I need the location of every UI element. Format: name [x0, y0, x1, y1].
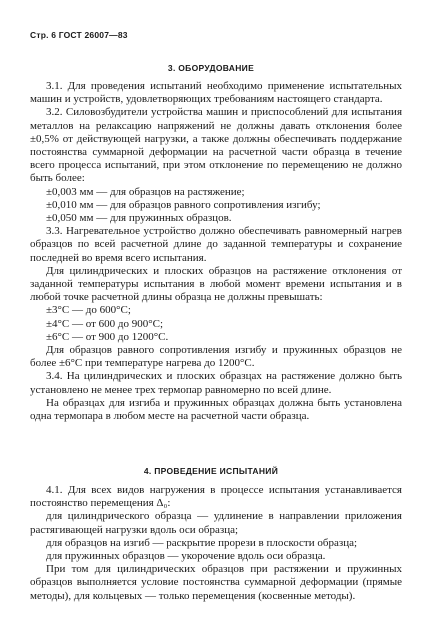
paragraph: Для цилиндрических и плоских образцов на растяжение отклонения от заданной температуры испытания в любой момент времени испытания и в любой точке расчетной длины образца не должны превышать: — [30, 264, 402, 304]
paragraph: 3.4. На цилиндрических и плоских образцах на растяжение должно быть установлено не менее трех термопар равномерно по всей длине. — [30, 370, 402, 396]
paragraph: Для образцов равного сопротивления изгибу и пружинных образцов не более ±6°С при температуре нагрева до 1200°С. — [30, 344, 402, 370]
page-header: Стр. 6 ГОСТ 26007—83 — [30, 30, 128, 40]
paragraph: На образцах для изгиба и пружинных образцах должна быть установлена одна термопара в любом месте на расчетной части образца. — [30, 396, 402, 423]
paragraph: для образцов на изгиб — раскрытие прорези в плоскости образца; — [46, 536, 358, 549]
section-3-title: 3. ОБОРУДОВАНИЕ — [167, 63, 255, 73]
list-item: ±6°С — от 900 до 1200°С. — [46, 330, 169, 343]
paragraph: для цилиндрического образца — удлинение в направлении приложения растягивающей нагрузки вдоль оси образца; — [30, 510, 402, 536]
list-item: ±0,050 мм — для пружинных образцов. — [46, 212, 232, 225]
section-4-body — [30, 484, 402, 603]
paragraph: При том для цилиндрических образцов при растяжении и пружинных образцов выполняется условие постоянства суммарной деформации (прямые методы), для кольцевых — только перемещения (косвенные методы). — [30, 563, 402, 602]
paragraph: 3.2. Силовозбудители устройства машин и приспособлений для испытания металлов на релаксацию напряжений не должны давать отклонения более ±0,5% от действующей нагрузки, а также должны обеспечивать поддержание постоянства суммарной деформации на расчетной части образца в течение всего процесса испытаний, при этом отклонение по перемещению не должно быть более: — [30, 106, 402, 185]
list-item: ±0,003 мм — для образцов на растяжение; — [46, 185, 245, 198]
list-item: ±4°С — от 600 до 900°С; — [46, 317, 164, 330]
list-item: ±0,010 мм — для образцов равного сопротивления изгибу; — [46, 198, 321, 211]
section-4-title: 4. ПРОВЕДЕНИЕ ИСПЫТАНИЙ — [143, 466, 279, 476]
paragraph: для пружинных образцов — укорочение вдоль оси образца. — [46, 550, 326, 563]
section-3-body — [30, 80, 402, 423]
paragraph: 3.1. Для проведения испытаний необходимо применение испытательных машин и устройств, удовлетворяющих требованиям настоящего стандарта. — [30, 80, 402, 106]
list-item: ±3°С — до 600°С; — [46, 304, 131, 317]
paragraph: 3.3. Нагревательное устройство должно обеспечивать равномерный нагрев образцов по всей расчетной длине до заданной температуры и сохранение последней во время всего испытания. — [30, 225, 402, 264]
paragraph: 4.1. Для всех видов нагружения в процессе испытания устанавливается постоянство перемещения Δ₀: — [30, 484, 402, 510]
